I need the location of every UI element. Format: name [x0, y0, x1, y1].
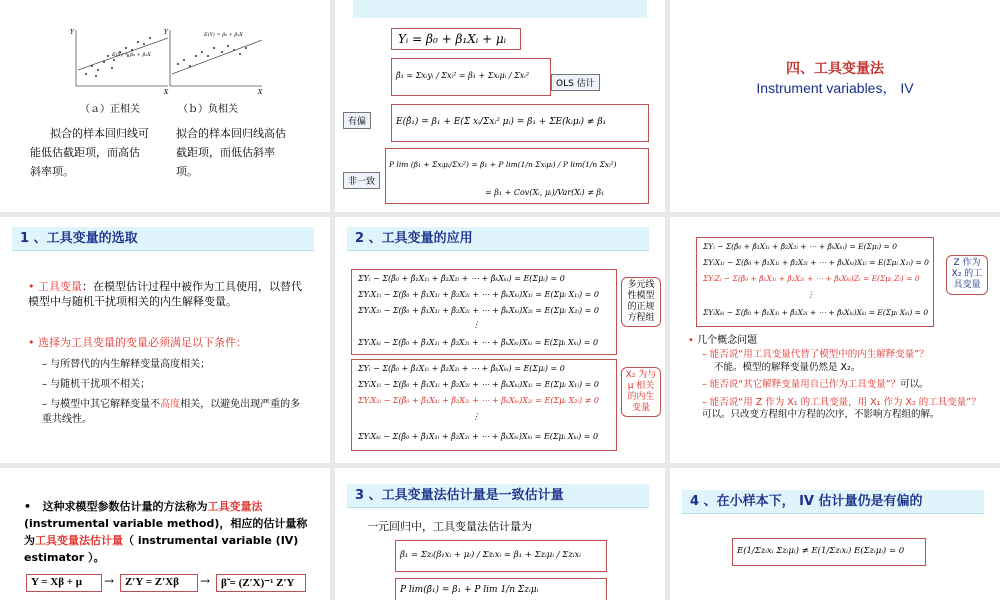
header-strip: [353, 0, 647, 18]
eq-line: ΣYᵢXₖᵢ − Σ(β̂₀ + β̂₁X₁ᵢ + β̂₂X₂ᵢ + ⋯ + β̂ₖXₖᵢ)Xₖᵢ = E(Σμᵢ Xₖᵢ) = 0: [358, 338, 599, 347]
slide-ols-bias: [335, 0, 665, 212]
scatter-plot-negative: [162, 26, 272, 106]
text-b: (instrumental variable method)，相应的估计量称为: [24, 517, 308, 547]
text-positive: 拟合的样本回归线可能低估截距项，而高估斜率项。: [30, 127, 149, 178]
slide-positive-negative-correlation: [0, 0, 330, 212]
text-negative: 拟合的样本回归线高估截距项，而低估斜率项。: [176, 127, 286, 178]
slide-iv-small-sample: [670, 468, 1000, 600]
equation-model: Yᵢ = β₀ + β₁Xᵢ + μᵢ: [391, 28, 521, 50]
iv-method-term: 工具变量法: [207, 500, 263, 513]
endogenous-equations-box: [351, 359, 617, 451]
eq-line: ΣYᵢX₁ᵢ − Σ(β̂₀ + β̂₁X₁ᵢ + β̂₂X₂ᵢ + ⋯ + β̂ₖXₖᵢ)X₁ᵢ = E(Σμᵢ X₁ᵢ) = 0: [358, 380, 599, 389]
iv-equations-box: [696, 237, 934, 327]
section-subtitle: Instrument variables， IV: [756, 80, 914, 96]
slide-iv-consistency: [335, 468, 665, 600]
equation-plim-result: = β₁ + Cov(Xᵢ, μᵢ)/Var(Xᵢ) ≠ β₁: [485, 188, 605, 197]
eq-line: ΣYᵢX₁ᵢ − Σ(β̂₀ + β̂₁X₁ᵢ + β̂₂X₂ᵢ + ⋯ + β̂ₖXₖᵢ)X₁ᵢ = E(Σμᵢ X₁ᵢ) = 0: [703, 258, 929, 267]
slide-header: 1 、工具变量的选取: [12, 227, 314, 251]
equation-iv-estimator: β̃₁ = Σzᵢ(β₁xᵢ + μᵢ) / Σzᵢxᵢ = β₁ + Σzᵢμᵢ / Σzᵢxᵢ: [395, 540, 607, 572]
question-2: – 能否说“其它解释变量用自己作为工具变量”？: [702, 379, 901, 390]
bullet-dot: •: [28, 280, 38, 293]
bullet-conditions: [28, 335, 308, 350]
equation-small-sample: E(1/Σzᵢxᵢ Σzᵢμᵢ) ≠ E(1/Σzᵢxᵢ) E(Σzᵢμᵢ) = 0: [732, 538, 926, 566]
equation-ols-estimator: β̂₁ = Σxᵢyᵢ / Σxᵢ² = β₁ + Σxᵢμᵢ / Σxᵢ²: [391, 58, 551, 96]
question-3-row: [702, 397, 982, 421]
bullet-dot: •: [688, 335, 698, 346]
condition-2: – 与随机干扰项不相关；: [42, 379, 151, 390]
eq-line-instrument: ΣYᵢZᵢ − Σ(β̂₀ + β̂₁X₁ᵢ + β̂₂X₂ᵢ + ⋯ + β̂ₖXₖᵢ)Zᵢ = E(Σμᵢ Zᵢ) = 0: [703, 274, 920, 283]
normal-equations-box: [351, 269, 617, 355]
eq-line: ⋮: [807, 290, 815, 299]
slide-iv-selection: [0, 217, 330, 463]
eq-line: ΣYᵢX₁ᵢ − Σ(β̂₀ + β̂₁X₁ᵢ + β̂₂X₂ᵢ + ⋯ + β̂ₖXₖᵢ)X₁ᵢ = E(Σμᵢ X₁ᵢ) = 0: [358, 290, 599, 299]
slide-header: 4 、在小样本下， IV 估计量仍是有偏的: [682, 490, 984, 514]
text-a: 这种求模型参数估计量的方法称为: [42, 500, 208, 513]
inconsistent-tag: 非一致: [343, 172, 380, 189]
concepts-title: 几个概念问题: [697, 335, 758, 346]
answer-2: 可以。: [900, 379, 929, 390]
plot-b-axis-y: Y: [164, 29, 168, 36]
slide-iv-method: [0, 468, 330, 600]
plot-a-axis-y: Y: [70, 29, 74, 36]
iv-definition: ：在模型估计过程中被作为工具使用，以替代模型中与随机干扰项相关的内生解释变量。: [28, 280, 302, 308]
condition-1: – 与所替代的内生解释变量高度相关；: [42, 359, 211, 370]
bullet-dot: •: [24, 500, 43, 513]
section-title: 四、工具变量法: [786, 61, 884, 77]
eq-line: ΣYᵢXₖᵢ − Σ(β̂₀ + β̂₁X₁ᵢ + β̂₂X₂ᵢ + ⋯ + β̂ₖXₖᵢ)Xₖᵢ = E(Σμᵢ Xₖᵢ) = 0: [703, 308, 929, 317]
iv-term: 工具变量: [38, 280, 82, 293]
matrix-model: Y = Xβ + μ: [26, 574, 102, 592]
eq-line: ΣYᵢ − Σ(β̂₀ + β̂₁X₁ᵢ + β̂₂X₂ᵢ + ⋯ + β̂ₖXₖᵢ) = E(Σμᵢ) = 0: [358, 274, 565, 283]
eq-line-endogenous: ΣYᵢX₂ᵢ − Σ(β̂₀ + β̂₁X₁ᵢ + β̂₂X₂ᵢ + ⋯ + β̂ₖXₖᵢ)X₂ᵢ = E(Σμᵢ X₂ᵢ) ≠ 0: [358, 396, 599, 405]
slide-iv-concepts: [670, 217, 1000, 463]
arrow-1: →: [104, 574, 115, 588]
answer-1: 不能。模型的解释变量仍然是 X₂。: [714, 362, 861, 373]
matrix-iv-estimator: β̃ = (Z′X)⁻¹ Z′Y: [216, 574, 306, 592]
matrix-moment: Z′Y = Z′Xβ: [120, 574, 198, 592]
iv-estimator-term: 工具变量法估计量: [35, 534, 123, 547]
condition-3-a: – 与模型中其它解释变量不: [42, 399, 161, 410]
concepts-head: [688, 333, 757, 348]
eq-line: ΣYᵢ − Σ(β̂₀ + β̂₁X₁ᵢ + β̂₂X₂ᵢ + ⋯ + β̂ₖXₖᵢ) = E(Σμᵢ) = 0: [703, 242, 897, 251]
eq-line: ⋮: [472, 320, 480, 329]
question-3: – 能否说“用 Z 作为 X₁ 的工具变量，用 X₁ 作为 X₂ 的工具变量”？: [702, 397, 981, 408]
condition-3-highlight: 高度: [160, 399, 181, 410]
slide-iv-title: [670, 0, 1000, 212]
slide-header: 3 、工具变量法估计量是一致估计量: [347, 484, 649, 508]
question-1: – 能否说“用工具变量代替了模型中的内生解释变量”？: [702, 349, 929, 360]
plot-b-axis-x: X: [258, 89, 263, 96]
answer-3: 可以。只改变方程组中方程的次序，不影响方程组的解。: [702, 409, 940, 420]
plot-a-axis-x: X: [164, 89, 169, 96]
eq-line: ΣYᵢXₖᵢ − Σ(β̂₀ + β̂₁X₁ᵢ + β̂₂X₂ᵢ + ⋯ + β̂ₖXₖᵢ)Xₖᵢ = E(Σμᵢ Xₖᵢ) = 0: [358, 432, 599, 441]
text-c: （ instrumental variable (IV) estimator ）。: [24, 534, 299, 564]
eq-line: ⋮: [472, 412, 480, 421]
question-2-row: [702, 379, 992, 391]
eq-line: ΣYᵢ − Σ(β̂₀ + β̂₁X₁ᵢ + β̂₂X₂ᵢ + ⋯ + β̂ₖXₖᵢ) = E(Σμᵢ) = 0: [358, 364, 565, 373]
eq-line: ΣYᵢX₂ᵢ − Σ(β̂₀ + β̂₁X₁ᵢ + β̂₂X₂ᵢ + ⋯ + β̂ₖXₖᵢ)X₂ᵢ = E(Σμᵢ X₂ᵢ) = 0: [358, 306, 599, 315]
equation-plim: P lim (β₁ + Σxᵢμᵢ/Σxᵢ²) = β₁ + P lim(1/n Σxᵢμᵢ) / P lim(1/n Σxᵢ²): [389, 160, 617, 169]
condition-3-b: 相关，以避免出现严重的多重共线性。: [42, 399, 301, 425]
slide-iv-application: [335, 217, 665, 463]
ols-tag: OLS 估计: [551, 74, 600, 91]
equation-expectation: E(β̂₁) = β₁ + E(Σ xᵢ/Σxᵢ² μᵢ) = β₁ + ΣE(kᵢμᵢ) ≠ β₁: [391, 104, 649, 142]
plot-a-line-label: E(Y) = β₀ + β₁X: [112, 52, 151, 58]
caption-positive: （ａ）正相关: [80, 104, 140, 115]
intro-text: 一元回归中，工具变量法估计量为: [367, 520, 532, 533]
callout-instrument: Z 作为 X₂ 的工具变量: [946, 255, 988, 295]
caption-negative: （ｂ）负相关: [178, 104, 238, 115]
slide-header: 2 、工具变量的应用: [347, 227, 649, 251]
iv-method-text: [24, 498, 314, 566]
callout-normal-equations: 多元线性模型的正规方程组: [621, 277, 661, 327]
callout-endogenous: X₂ 为与 μ 相关的内生变量: [621, 367, 661, 417]
arrow-2: →: [200, 574, 211, 588]
bullet-iv-definition: [28, 279, 308, 309]
conditions-text: 选择为工具变量的变量必须满足以下条件：: [38, 336, 247, 349]
condition-3: [42, 397, 302, 427]
plot-b-line-label: E(Y) = β₀ + β₁X: [204, 32, 243, 38]
equation-iv-plim: P lim(β̃₁) = β₁ + P lim 1/n Σzᵢμᵢ: [395, 578, 607, 600]
bullet-dot: •: [28, 336, 38, 349]
biased-tag: 有偏: [343, 112, 371, 129]
